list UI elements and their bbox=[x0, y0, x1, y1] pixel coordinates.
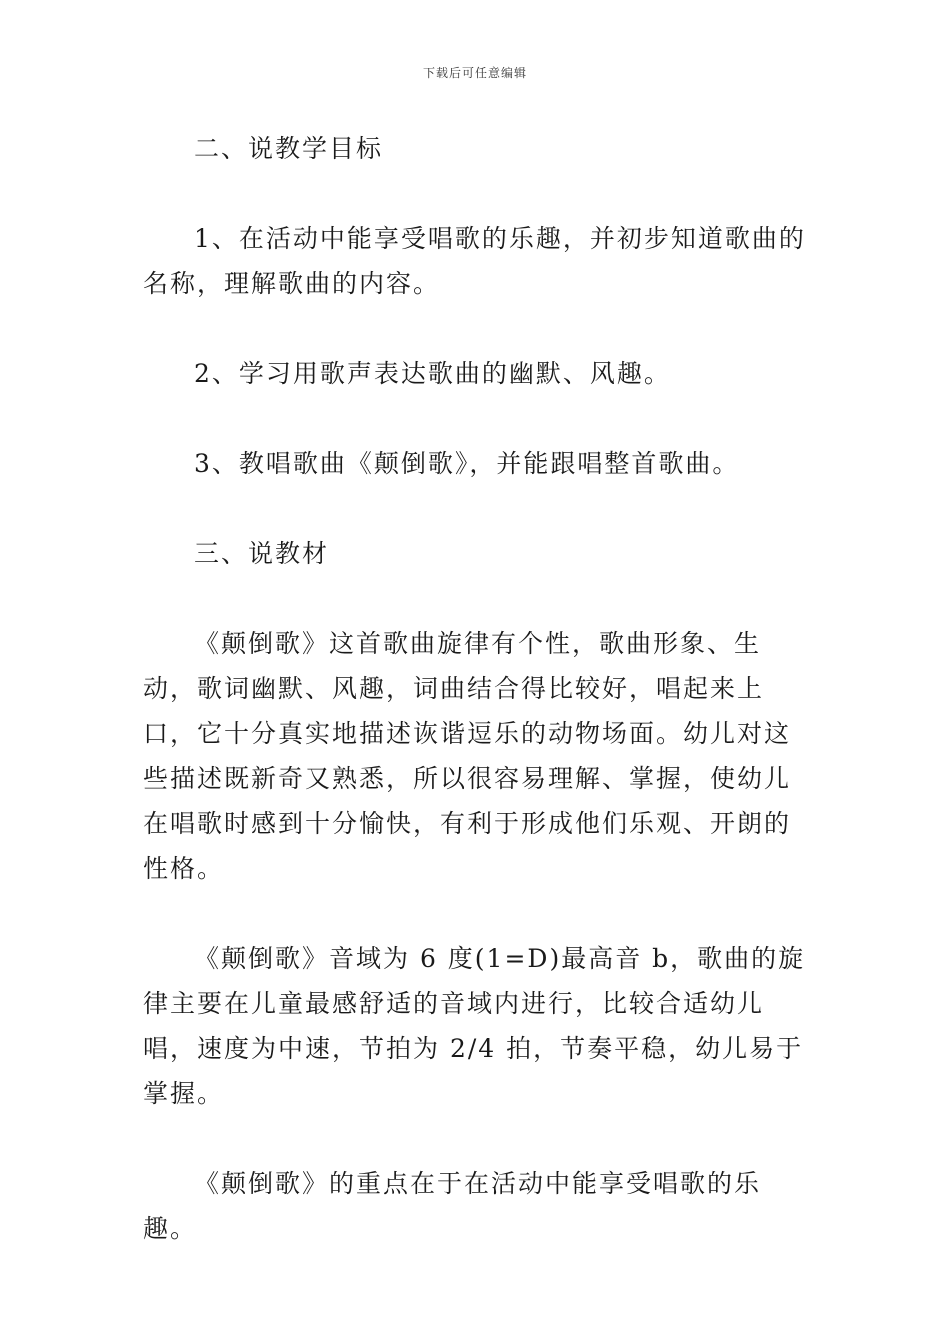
materials-paragraph-1: 《颠倒歌》这首歌曲旋律有个性，歌曲形象、生动，歌词幽默、风趣，词曲结合得比较好，唱起来上口，它十分真实地描述诙谐逗乐的动物场面。幼儿对这些描述既新奇又熟悉，所以很容易理解、掌握，使幼儿在唱歌时感到十分愉快，有利于形成他们乐观、开朗的性格。 bbox=[143, 629, 792, 883]
goal-item-3: 3、教唱歌曲《颠倒歌》，并能跟唱整首歌曲。 bbox=[194, 449, 740, 478]
goal-item-2: 2、学习用歌声表达歌曲的幽默、风趣。 bbox=[194, 359, 671, 388]
materials-paragraph-2: 《颠倒歌》音域为 6 度(1=D)最高音 b，歌曲的旋律主要在儿童最感舒适的音域内进行，比较合适幼儿唱，速度为中速，节拍为 2/4 拍，节奏平稳，幼儿易于掌握。 bbox=[143, 944, 806, 1108]
page-header: 下载后可任意编辑 bbox=[422, 66, 527, 80]
goal-item-1: 1、在活动中能享受唱歌的乐趣，并初步知道歌曲的名称，理解歌曲的内容。 bbox=[143, 224, 806, 298]
document-body bbox=[143, 126, 808, 1251]
section-heading-materials: 三、说教材 bbox=[194, 539, 330, 568]
section-heading-teaching-goals: 二、说教学目标 bbox=[194, 134, 384, 163]
materials-paragraph-3: 《颠倒歌》的重点在于在活动中能享受唱歌的乐趣。 bbox=[143, 1169, 762, 1243]
